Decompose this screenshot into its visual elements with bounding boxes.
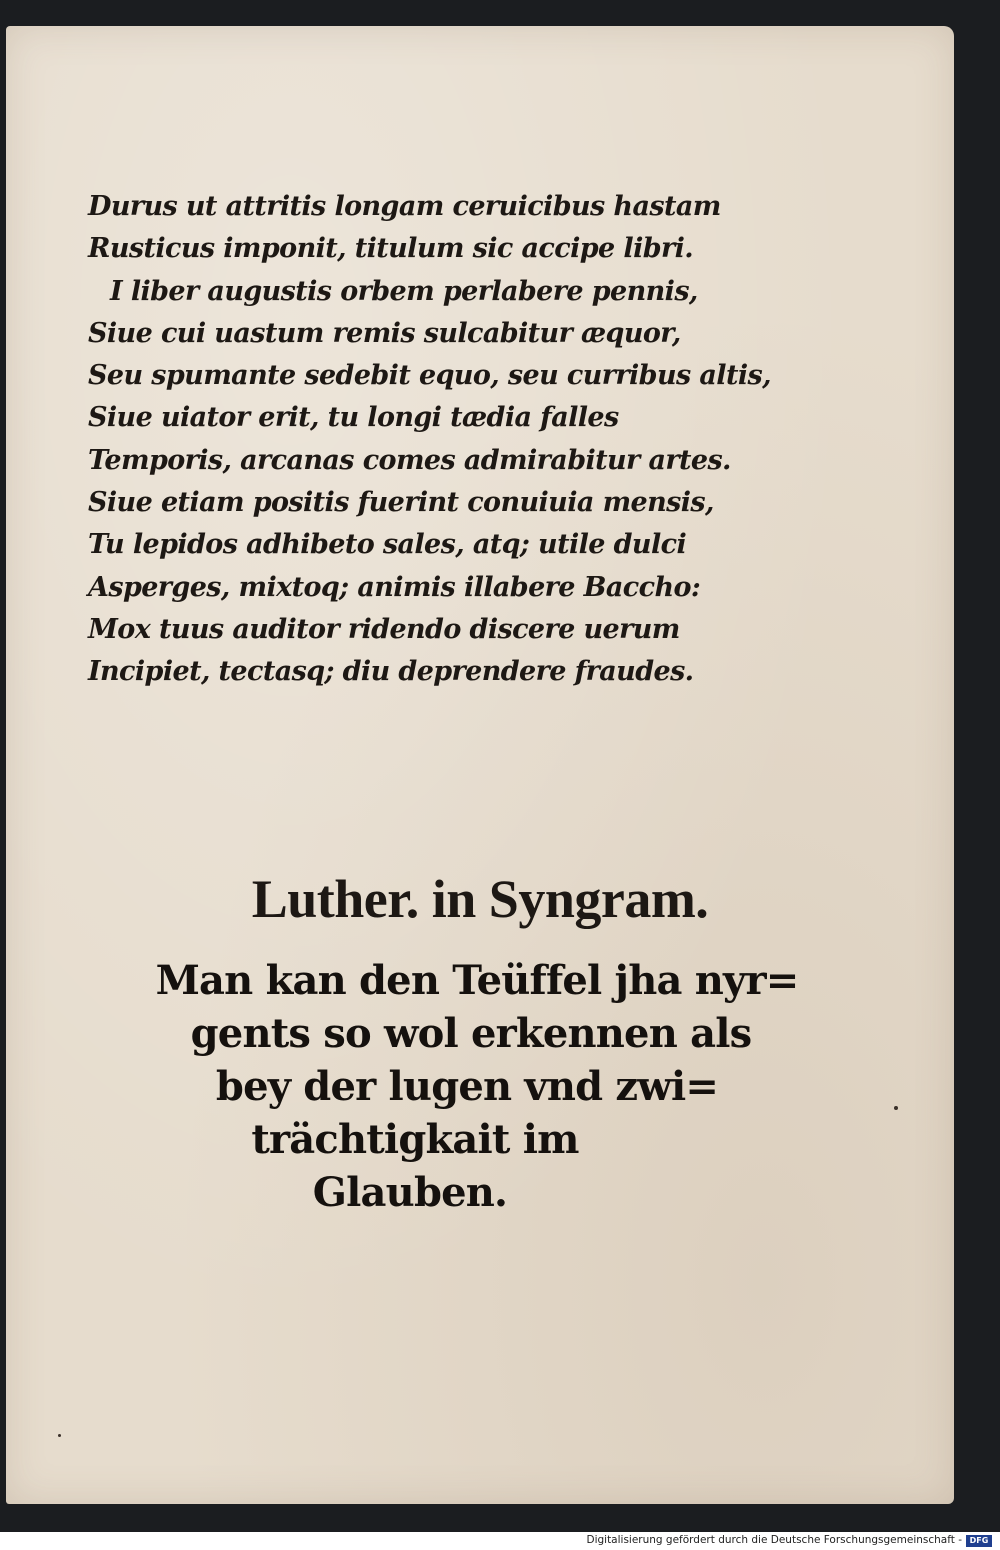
verse-line: Mox tuus auditor ridendo discere uerum [88, 613, 680, 645]
verse-line: Siue etiam positis fuerint conuiuia mensis, [88, 487, 714, 519]
verse-line: Tu lepidos adhibeto sales, atq; utile dulci [88, 529, 687, 561]
quote-line: Man kan den Teüffel jha nyr= [155, 957, 799, 1004]
verse-line: Siue uiator erit, tu longi tædia falles [88, 402, 619, 434]
quote-line: Glauben. [312, 1169, 508, 1216]
latin-verse [88, 186, 771, 694]
funding-credit: Digitalisierung gefördert durch die Deutsche Forschungsgemeinschaft - [586, 1534, 962, 1546]
verse-line: Durus ut attritis longam ceruicibus hastam [88, 191, 721, 222]
book-page [6, 26, 954, 1504]
digitization-footer [0, 1532, 1000, 1550]
section-heading: Luther. in Syngram. [251, 869, 709, 929]
verse-line: Rusticus imponit, titulum sic accipe libri. [88, 233, 694, 265]
verse-line: Incipiet, tectasq; diu deprendere fraudes. [88, 656, 694, 688]
quote-line: gents so wol erkennen als [190, 1010, 752, 1057]
dfg-logo: DFG [966, 1535, 992, 1547]
quote-line: trächtigkait im [251, 1116, 579, 1163]
verse-line: I liber augustis orbem perlabere pennis, [110, 275, 698, 307]
quote-line: bey der lugen vnd zwi= [215, 1063, 719, 1110]
verse-line: Asperges, mixtoq; animis illabere Baccho: [88, 571, 701, 603]
verse-line: Siue cui uastum remis sulcabitur æquor, [88, 317, 681, 349]
paper-speck [894, 1106, 898, 1110]
paper-speck [58, 1434, 61, 1437]
verse-line: Seu spumante sedebit equo, seu curribus altis, [88, 360, 771, 392]
verse-line: Temporis, arcanas comes admirabitur artes. [88, 444, 731, 476]
blackletter-quote [6, 954, 954, 1219]
